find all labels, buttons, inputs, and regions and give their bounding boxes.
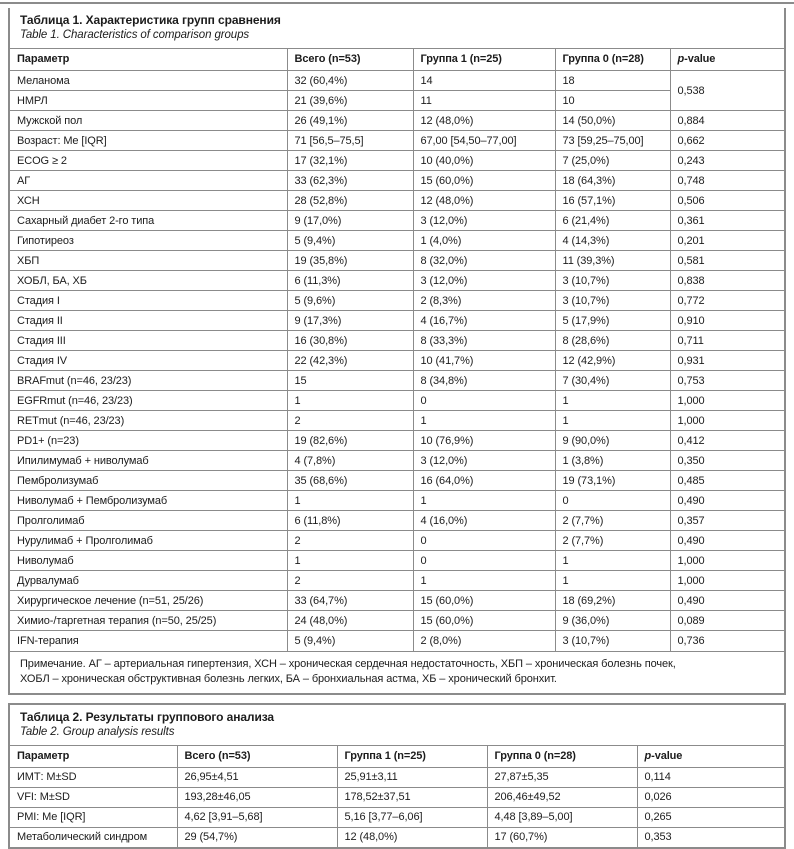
value-cell: 1,000 — [670, 571, 784, 591]
column-header: Группа 1 (n=25) — [413, 49, 555, 71]
value-cell: 7 (25,0%) — [555, 151, 670, 171]
table-row — [10, 471, 784, 491]
value-cell: 14 — [413, 71, 555, 91]
value-cell: 12 (42,9%) — [555, 351, 670, 371]
table-row — [10, 571, 784, 591]
param-cell: Стадия IV — [10, 351, 287, 371]
value-cell: 0,506 — [670, 191, 784, 211]
column-header: p-value — [637, 745, 784, 767]
table-row — [10, 131, 784, 151]
param-cell: Меланома — [10, 71, 287, 91]
param-cell: Стадия I — [10, 291, 287, 311]
value-cell: 5 (9,6%) — [287, 291, 413, 311]
table-row — [10, 151, 784, 171]
value-cell: 4 (7,8%) — [287, 451, 413, 471]
column-header: Группа 1 (n=25) — [337, 745, 487, 767]
table-row — [10, 351, 784, 371]
value-cell: 73 [59,25–75,00] — [555, 131, 670, 151]
value-cell: 16 (64,0%) — [413, 471, 555, 491]
value-cell: 5 (9,4%) — [287, 631, 413, 651]
value-cell: 33 (62,3%) — [287, 171, 413, 191]
value-cell: 0,201 — [670, 231, 784, 251]
value-cell: 4 (14,3%) — [555, 231, 670, 251]
value-cell: 29 (54,7%) — [177, 827, 337, 847]
value-cell: 3 (10,7%) — [555, 631, 670, 651]
table-row — [10, 787, 784, 807]
table1-note — [10, 651, 784, 693]
value-cell: 16 (30,8%) — [287, 331, 413, 351]
table-row — [10, 251, 784, 271]
column-header: p-value — [670, 49, 784, 71]
value-cell: 2 — [287, 411, 413, 431]
value-cell: 2 (7,7%) — [555, 511, 670, 531]
table-row — [10, 531, 784, 551]
value-cell: 0,838 — [670, 271, 784, 291]
value-cell: 0,243 — [670, 151, 784, 171]
value-cell: 22 (42,3%) — [287, 351, 413, 371]
table-row — [10, 211, 784, 231]
param-cell: EGFRmut (n=46, 23/23) — [10, 391, 287, 411]
value-cell: 0,485 — [670, 471, 784, 491]
table-row — [10, 431, 784, 451]
table-row — [10, 807, 784, 827]
param-cell: ХСН — [10, 191, 287, 211]
value-cell: 11 — [413, 91, 555, 111]
param-cell: Дурвалумаб — [10, 571, 287, 591]
param-cell: Сахарный диабет 2-го типа — [10, 211, 287, 231]
value-cell: 0,931 — [670, 351, 784, 371]
value-cell: 1 — [555, 571, 670, 591]
value-cell: 6 (11,8%) — [287, 511, 413, 531]
value-cell: 9 (90,0%) — [555, 431, 670, 451]
value-cell: 2 (8,0%) — [413, 631, 555, 651]
column-header: Всего (n=53) — [287, 49, 413, 71]
value-cell: 19 (82,6%) — [287, 431, 413, 451]
value-cell: 1 — [287, 551, 413, 571]
value-cell: 0,772 — [670, 291, 784, 311]
value-cell: 8 (32,0%) — [413, 251, 555, 271]
table-row — [10, 271, 784, 291]
table1-grid — [10, 48, 784, 651]
table1-title-ru: Таблица 1. Характеристика групп сравнения — [20, 13, 774, 28]
param-cell: Возраст: Me [IQR] — [10, 131, 287, 151]
value-cell: 11 (39,3%) — [555, 251, 670, 271]
table-row — [10, 511, 784, 531]
table-row — [10, 191, 784, 211]
value-cell: 10 (76,9%) — [413, 431, 555, 451]
value-cell: 14 (50,0%) — [555, 111, 670, 131]
value-cell: 0,736 — [670, 631, 784, 651]
param-cell: Стадия II — [10, 311, 287, 331]
value-cell: 0,884 — [670, 111, 784, 131]
table1-block — [8, 8, 786, 695]
param-cell: ХБП — [10, 251, 287, 271]
value-cell: 0 — [413, 531, 555, 551]
value-cell: 0,089 — [670, 611, 784, 631]
value-cell: 0 — [413, 391, 555, 411]
table-row — [10, 371, 784, 391]
table-row — [10, 171, 784, 191]
table-row — [10, 311, 784, 331]
table-row — [10, 451, 784, 471]
column-header: Всего (n=53) — [177, 745, 337, 767]
value-cell: 1 — [555, 411, 670, 431]
value-cell: 0,538 — [670, 71, 784, 111]
table-row — [10, 411, 784, 431]
value-cell: 21 (39,6%) — [287, 91, 413, 111]
param-cell: Ипилимумаб + ниволумаб — [10, 451, 287, 471]
value-cell: 12 (48,0%) — [413, 111, 555, 131]
value-cell: 28 (52,8%) — [287, 191, 413, 211]
value-cell: 1 — [555, 551, 670, 571]
value-cell: 0 — [413, 551, 555, 571]
value-cell: 15 (60,0%) — [413, 611, 555, 631]
table-row — [10, 491, 784, 511]
value-cell: 4 (16,0%) — [413, 511, 555, 531]
param-cell: ECOG ≥ 2 — [10, 151, 287, 171]
value-cell: 4 (16,7%) — [413, 311, 555, 331]
value-cell: 6 (21,4%) — [555, 211, 670, 231]
table-row — [10, 391, 784, 411]
value-cell: 5,16 [3,77–6,06] — [337, 807, 487, 827]
table-row — [10, 767, 784, 787]
value-cell: 2 (7,7%) — [555, 531, 670, 551]
value-cell: 0,753 — [670, 371, 784, 391]
value-cell: 1,000 — [670, 411, 784, 431]
value-cell: 1 (4,0%) — [413, 231, 555, 251]
value-cell: 2 (8,3%) — [413, 291, 555, 311]
value-cell: 178,52±37,51 — [337, 787, 487, 807]
value-cell: 1 (3,8%) — [555, 451, 670, 471]
value-cell: 18 — [555, 71, 670, 91]
note-line-2: ХОБЛ – хроническая обструктивная болезнь легких, БА – бронхиальная астма, ХБ – хронический бронхит. — [20, 672, 774, 687]
param-cell: Мужской пол — [10, 111, 287, 131]
value-cell: 10 — [555, 91, 670, 111]
table-row — [10, 111, 784, 131]
value-cell: 0,490 — [670, 531, 784, 551]
value-cell: 0,350 — [670, 451, 784, 471]
param-cell: Пролголимаб — [10, 511, 287, 531]
table2-title-ru: Таблица 2. Результаты группового анализа — [20, 710, 774, 725]
table-row — [10, 91, 784, 111]
value-cell: 0,581 — [670, 251, 784, 271]
value-cell: 26,95±4,51 — [177, 767, 337, 787]
value-cell: 27,87±5,35 — [487, 767, 637, 787]
value-cell: 24 (48,0%) — [287, 611, 413, 631]
value-cell: 17 (32,1%) — [287, 151, 413, 171]
header-row — [10, 49, 784, 71]
value-cell: 8 (34,8%) — [413, 371, 555, 391]
param-cell: VFI: M±SD — [10, 787, 177, 807]
value-cell: 19 (35,8%) — [287, 251, 413, 271]
table-row — [10, 631, 784, 651]
param-cell: Химио-/таргетная терапия (n=50, 25/25) — [10, 611, 287, 631]
table2-caption — [10, 705, 784, 745]
value-cell: 0,114 — [637, 767, 784, 787]
value-cell: 9 (17,0%) — [287, 211, 413, 231]
table-row — [10, 71, 784, 91]
value-cell: 1 — [287, 491, 413, 511]
value-cell: 4,62 [3,91–5,68] — [177, 807, 337, 827]
value-cell: 0,265 — [637, 807, 784, 827]
page-top-rule — [0, 2, 794, 4]
value-cell: 3 (12,0%) — [413, 211, 555, 231]
header-row — [10, 745, 784, 767]
value-cell: 15 (60,0%) — [413, 591, 555, 611]
value-cell: 5 (17,9%) — [555, 311, 670, 331]
value-cell: 33 (64,7%) — [287, 591, 413, 611]
param-cell: ИМТ: M±SD — [10, 767, 177, 787]
param-cell: Ниволумаб — [10, 551, 287, 571]
value-cell: 9 (36,0%) — [555, 611, 670, 631]
table1-caption — [10, 8, 784, 48]
value-cell: 9 (17,3%) — [287, 311, 413, 331]
param-cell: Стадия III — [10, 331, 287, 351]
value-cell: 0,490 — [670, 591, 784, 611]
value-cell: 1,000 — [670, 391, 784, 411]
value-cell: 8 (33,3%) — [413, 331, 555, 351]
value-cell: 2 — [287, 571, 413, 591]
param-cell: PMI: Me [IQR] — [10, 807, 177, 827]
table-row — [10, 291, 784, 311]
param-cell: Нурулимаб + Пролголимаб — [10, 531, 287, 551]
value-cell: 25,91±3,11 — [337, 767, 487, 787]
value-cell: 5 (9,4%) — [287, 231, 413, 251]
table2-grid — [10, 745, 784, 848]
value-cell: 18 (69,2%) — [555, 591, 670, 611]
table-row — [10, 231, 784, 251]
column-header: Группа 0 (n=28) — [487, 745, 637, 767]
value-cell: 0,711 — [670, 331, 784, 351]
value-cell: 1 — [555, 391, 670, 411]
value-cell: 0,748 — [670, 171, 784, 191]
value-cell: 0,357 — [670, 511, 784, 531]
param-cell: Ниволумаб + Пембролизумаб — [10, 491, 287, 511]
value-cell: 0 — [555, 491, 670, 511]
value-cell: 10 (40,0%) — [413, 151, 555, 171]
table-row — [10, 331, 784, 351]
value-cell: 17 (60,7%) — [487, 827, 637, 847]
note-line-1: Примечание. АГ – артериальная гипертензия, ХСН – хроническая сердечная недостаточность, ХБП – хроническая болезнь почек, — [20, 657, 774, 672]
value-cell: 8 (28,6%) — [555, 331, 670, 351]
value-cell: 3 (12,0%) — [413, 451, 555, 471]
table-row — [10, 551, 784, 571]
value-cell: 12 (48,0%) — [413, 191, 555, 211]
table2-title-en: Table 2. Group analysis results — [20, 725, 774, 740]
value-cell: 1 — [413, 571, 555, 591]
value-cell: 16 (57,1%) — [555, 191, 670, 211]
column-header: Параметр — [10, 49, 287, 71]
table-row — [10, 611, 784, 631]
value-cell: 4,48 [3,89–5,00] — [487, 807, 637, 827]
param-cell: IFN-терапия — [10, 631, 287, 651]
value-cell: 10 (41,7%) — [413, 351, 555, 371]
param-cell: АГ — [10, 171, 287, 191]
value-cell: 1 — [413, 411, 555, 431]
value-cell: 0,353 — [637, 827, 784, 847]
param-cell: RETmut (n=46, 23/23) — [10, 411, 287, 431]
value-cell: 1 — [287, 391, 413, 411]
param-cell: PD1+ (n=23) — [10, 431, 287, 451]
value-cell: 12 (48,0%) — [337, 827, 487, 847]
value-cell: 19 (73,1%) — [555, 471, 670, 491]
value-cell: 7 (30,4%) — [555, 371, 670, 391]
value-cell: 0,412 — [670, 431, 784, 451]
value-cell: 15 (60,0%) — [413, 171, 555, 191]
value-cell: 71 [56,5–75,5] — [287, 131, 413, 151]
table-row — [10, 827, 784, 847]
value-cell: 26 (49,1%) — [287, 111, 413, 131]
value-cell: 3 (12,0%) — [413, 271, 555, 291]
value-cell: 1,000 — [670, 551, 784, 571]
value-cell: 3 (10,7%) — [555, 291, 670, 311]
value-cell: 32 (60,4%) — [287, 71, 413, 91]
table-row — [10, 591, 784, 611]
param-cell: BRAFmut (n=46, 23/23) — [10, 371, 287, 391]
param-cell: Хирургическое лечение (n=51, 25/26) — [10, 591, 287, 611]
value-cell: 18 (64,3%) — [555, 171, 670, 191]
value-cell: 1 — [413, 491, 555, 511]
value-cell: 206,46±49,52 — [487, 787, 637, 807]
value-cell: 0,026 — [637, 787, 784, 807]
value-cell: 2 — [287, 531, 413, 551]
value-cell: 3 (10,7%) — [555, 271, 670, 291]
param-cell: Пембролизумаб — [10, 471, 287, 491]
param-cell: Метаболический синдром — [10, 827, 177, 847]
column-header: Параметр — [10, 745, 177, 767]
table2-block — [8, 703, 786, 849]
value-cell: 193,28±46,05 — [177, 787, 337, 807]
value-cell: 67,00 [54,50–77,00] — [413, 131, 555, 151]
value-cell: 6 (11,3%) — [287, 271, 413, 291]
value-cell: 0,490 — [670, 491, 784, 511]
value-cell: 0,662 — [670, 131, 784, 151]
value-cell: 35 (68,6%) — [287, 471, 413, 491]
table1-title-en: Table 1. Characteristics of comparison groups — [20, 28, 774, 43]
value-cell: 15 — [287, 371, 413, 391]
param-cell: ХОБЛ, БА, ХБ — [10, 271, 287, 291]
value-cell: 0,910 — [670, 311, 784, 331]
param-cell: НМРЛ — [10, 91, 287, 111]
param-cell: Гипотиреоз — [10, 231, 287, 251]
value-cell: 0,361 — [670, 211, 784, 231]
column-header: Группа 0 (n=28) — [555, 49, 670, 71]
